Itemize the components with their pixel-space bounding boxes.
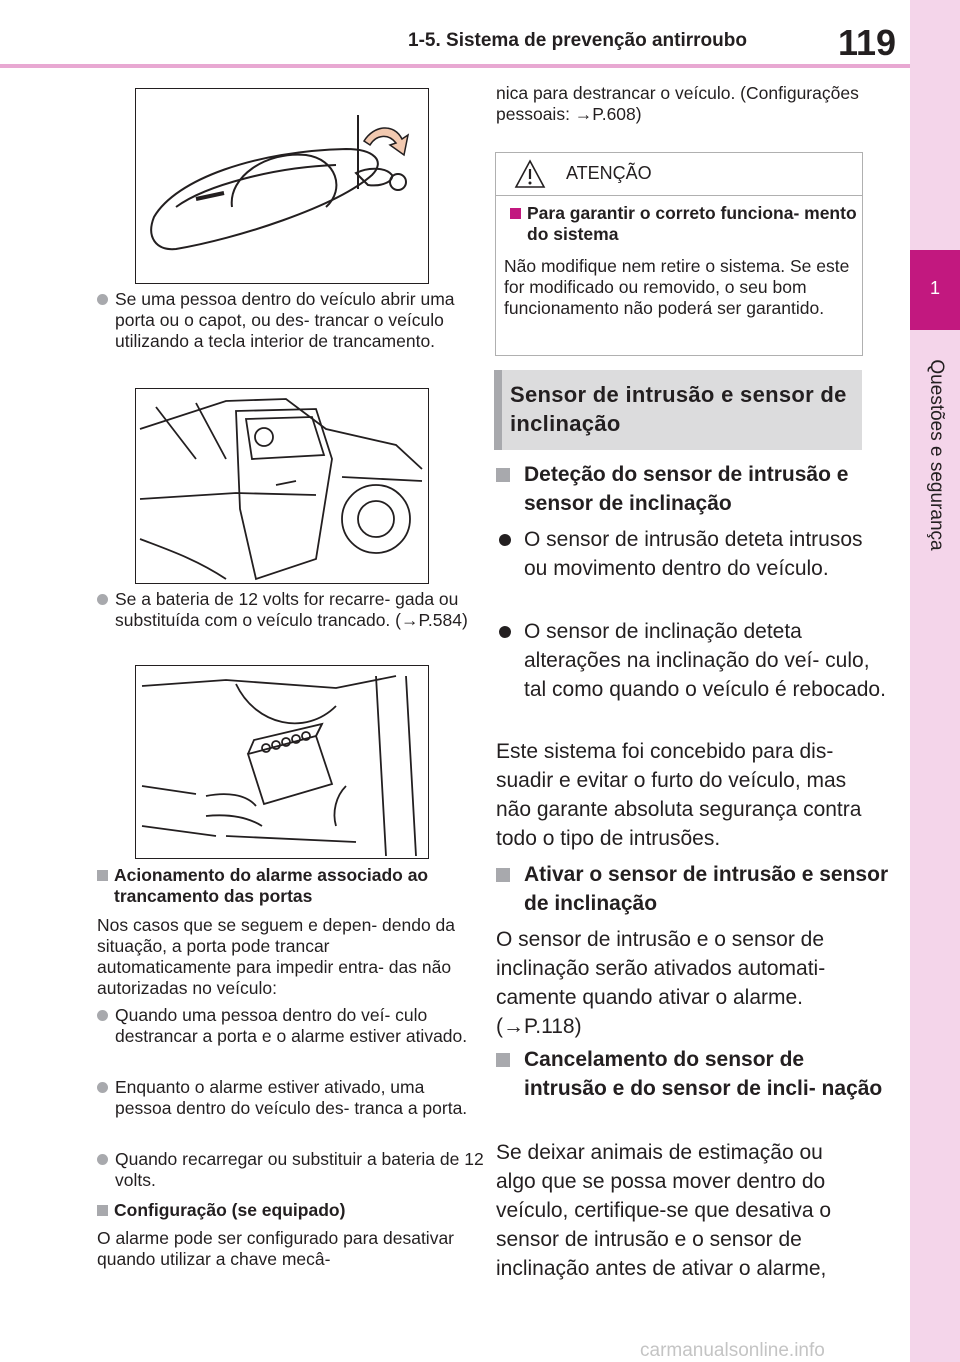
- paragraph-continuation: nica para destrancar o veículo. (Configurações pessoais: →P.608): [496, 83, 859, 124]
- paragraph-configuration: O alarme pode ser configurado para desativar quando utilizar a chave mecâ-: [97, 1228, 455, 1269]
- header-rule: [0, 64, 910, 68]
- bullet-text: Enquanto o alarme estiver ativado, uma pessoa dentro do veículo des- tranca a porta.: [115, 1077, 468, 1118]
- chapter-title: Questões e segurança: [926, 359, 947, 551]
- gray-bullet-icon: [97, 594, 108, 605]
- bullet-door-opened: [97, 289, 485, 352]
- battery-replacement-illustration: [135, 665, 429, 859]
- heading-door-lock-alarm: [97, 865, 484, 907]
- warning-heading: [510, 203, 863, 245]
- gray-bullet-icon: [97, 1154, 108, 1165]
- chapter-side-tab: [910, 0, 960, 1362]
- section-header: 1-5. Sistema de prevenção antirroubo: [408, 30, 747, 51]
- bullet-alarm-active: [97, 1077, 485, 1119]
- bullet-unlock-inside: [97, 1005, 485, 1047]
- heading-cancel-sensors: [496, 1045, 890, 1103]
- heading-text: Acionamento do alarme associado ao trancamento das portas: [114, 865, 429, 906]
- heading-activate-sensors: [496, 860, 890, 918]
- gray-bullet-icon: [97, 1082, 108, 1093]
- heading-text: Cancelamento do sensor de intrusão e do sensor de incli- nação: [524, 1048, 883, 1100]
- warning-box: [495, 152, 863, 356]
- bullet-battery-recharge: [97, 589, 485, 631]
- bullet-intrusion-sensor: [496, 525, 890, 583]
- bullet-text: Se uma pessoa dentro do veículo abrir uma porta ou o capot, ou des- trancar o veículo utilizando a tecla interior de trancamento.: [115, 289, 455, 351]
- bullet-text: Quando recarregar ou substituir a bateria de 12 volts.: [115, 1149, 484, 1190]
- paragraph-activation: O sensor de intrusão e o sensor de inclinação serão ativados automati- camente quando ativar o alarme. (→P.118): [496, 928, 826, 1038]
- warning-label: ATENÇÃO: [566, 163, 652, 183]
- magenta-square-icon: [510, 208, 521, 219]
- gray-bullet-icon: [97, 1010, 108, 1021]
- page-number: 119: [838, 22, 897, 63]
- bullet-text: Se a bateria de 12 volts for recarre- gada ou substituída com o veículo trancado. (→P.584): [115, 589, 468, 630]
- gray-square-icon: [496, 868, 510, 882]
- heading-configuration: [97, 1200, 484, 1221]
- chapter-number: 1: [929, 278, 940, 298]
- person-opening-door-illustration: [135, 388, 429, 584]
- gray-square-icon: [496, 468, 510, 482]
- bullet-battery-replace: [97, 1149, 485, 1191]
- gray-square-icon: [97, 870, 108, 881]
- heading-text: Ativar o sensor de intrusão e sensor de inclinação: [524, 863, 889, 915]
- paragraph-auto-lock: Nos casos que se seguem e depen- dendo da situação, a porta pode trancar automaticamente para impedir entra- das não autorizadas no veículo:: [97, 915, 456, 998]
- paragraph-system-purpose: Este sistema foi concebido para dis- suadir e evitar o furto do veículo, mas não garante absoluta segurança contra todo o tipo de intrusões.: [496, 740, 862, 850]
- black-bullet-icon: [499, 534, 511, 546]
- gray-square-icon: [496, 1053, 510, 1067]
- paragraph-cancellation: Se deixar animais de estimação ou algo que se possa mover dentro do veículo, certifique-se que desativa o sensor de intrusão e o sensor de inclinação antes de ativar o alarme,: [496, 1141, 832, 1280]
- heading-text: Configuração (se equipado): [114, 1200, 346, 1220]
- section-title-box: [494, 370, 862, 450]
- section-accent-bar: [494, 370, 502, 450]
- bullet-text: O sensor de inclinação deteta alterações na inclinação do veí- culo, tal como quando o veículo é rebocado.: [524, 620, 886, 701]
- gray-square-icon: [97, 1205, 108, 1216]
- heading-text: Para garantir o correto funciona- mento do sistema: [527, 203, 857, 244]
- warning-triangle-icon: [514, 159, 546, 189]
- bullet-text: O sensor de intrusão deteta intrusos ou movimento dentro do veículo.: [524, 528, 863, 580]
- heading-text: Deteção do sensor de intrusão e sensor de inclinação: [524, 463, 849, 515]
- warning-body: Não modifique nem retire o sistema. Se este for modificado ou removido, o seu bom funcionamento não poderá ser garantido.: [504, 256, 850, 318]
- gray-bullet-icon: [97, 294, 108, 305]
- section-title: Sensor de intrusão e sensor de inclinação: [510, 382, 847, 436]
- door-handle-key-illustration: [135, 88, 429, 284]
- heading-detection: [496, 460, 890, 518]
- watermark: carmanualsonline.info: [640, 1340, 825, 1361]
- bullet-tilt-sensor: [496, 617, 890, 704]
- warning-header: [496, 153, 862, 196]
- black-bullet-icon: [499, 626, 511, 638]
- bullet-text: Quando uma pessoa dentro do veí- culo destrancar a porta e o alarme estiver ativado.: [115, 1005, 468, 1046]
